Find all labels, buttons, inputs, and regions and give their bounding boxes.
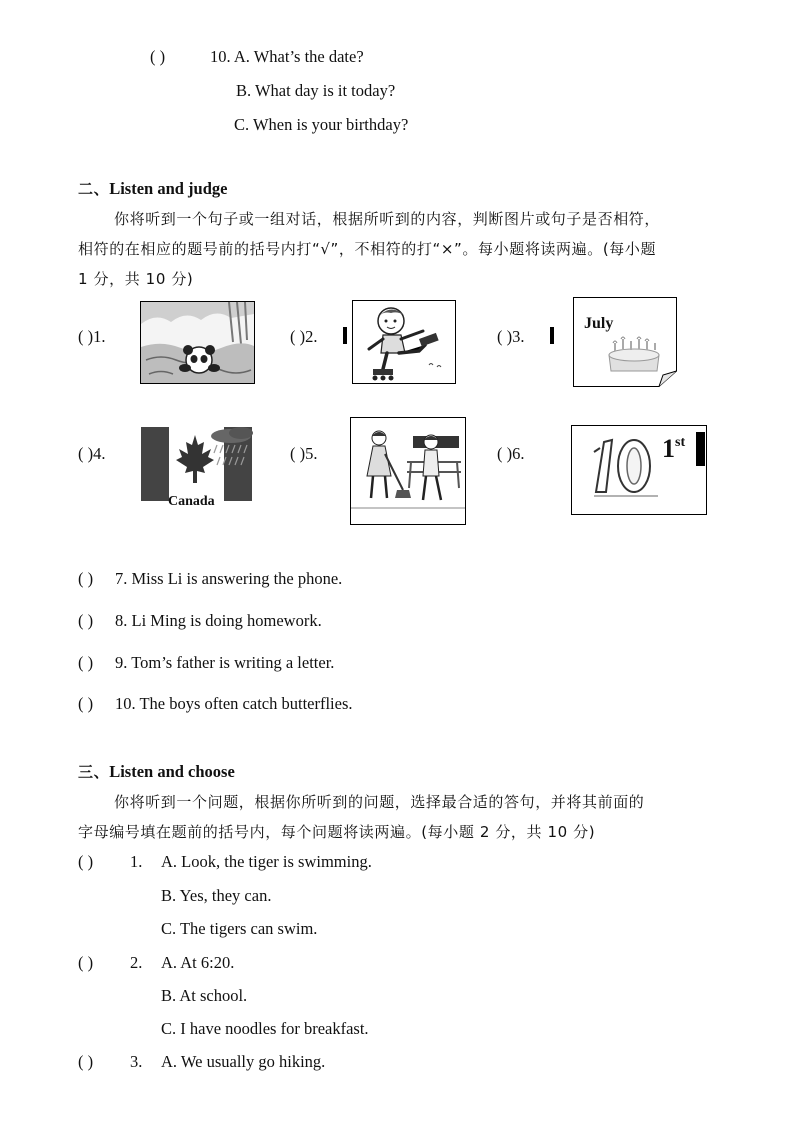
item-2-marker <box>343 327 347 344</box>
choose-question-1-option-c: C. The tigers can swim. <box>161 919 318 938</box>
picture-item-4-label[interactable]: ( )4. <box>78 444 106 463</box>
section-3-number: 三、 <box>78 763 110 781</box>
sentence-item-10-paren[interactable]: ( ) <box>78 694 94 713</box>
sentence-item-7-text: 7. Miss Li is answering the phone. <box>115 569 343 588</box>
sentence-item-8-text: 8. Li Ming is doing homework. <box>115 611 322 630</box>
question-10-stem: 10. A. What’s the date? <box>210 47 364 66</box>
picture-item-1-label[interactable]: ( )1. <box>78 327 106 346</box>
question-10-option-b: B. What day is it today? <box>236 81 396 100</box>
choose-question-3-paren[interactable]: ( ) <box>78 1052 94 1071</box>
picture-item-5-label[interactable]: ( )5. <box>290 444 318 463</box>
section-2-instructions-line-2: 相符的在相应的题号前的括号内打“√”，不相符的打“×”。每小题将读两遍。(每小题 <box>78 240 657 258</box>
choose-question-1-option-a: A. Look, the tiger is swimming. <box>161 852 372 871</box>
section-3-title: Listen and choose <box>109 762 235 781</box>
first-date-label <box>662 434 685 464</box>
choose-question-2-option-b: B. At school. <box>161 986 248 1005</box>
question-10-option-c: C. When is your birthday? <box>234 115 409 134</box>
section-2-title: Listen and judge <box>109 179 228 198</box>
picture-item-2-label[interactable]: ( )2. <box>290 327 318 346</box>
sentence-item-9-text: 9. Tom’s father is writing a letter. <box>115 653 335 672</box>
section-3-instructions-line-2: 字母编号填在题前的括号内，每个问题将读两遍。(每小题 2 分，共 10 分) <box>78 823 596 841</box>
section-2-instructions-line-3: 1 分，共 10 分) <box>78 270 194 288</box>
first-date-suffix: st <box>675 435 686 450</box>
sentence-item-9-paren[interactable]: ( ) <box>78 653 94 672</box>
sentence-item-10-text: 10. The boys often catch butterflies. <box>115 694 353 713</box>
picture-item-3-label[interactable]: ( )3. <box>497 327 525 346</box>
choose-question-1-paren[interactable]: ( ) <box>78 852 94 871</box>
first-date-number: 1 <box>662 434 675 463</box>
choose-question-2-option-c: C. I have noodles for breakfast. <box>161 1019 369 1038</box>
picture-item-6-label[interactable]: ( )6. <box>497 444 525 463</box>
choose-question-2-number: 2. <box>130 953 143 972</box>
boy-skating-picture <box>352 300 456 384</box>
sentence-item-7-paren[interactable]: ( ) <box>78 569 94 588</box>
section-2-number: 二、 <box>78 180 110 198</box>
july-birthday-cake-picture <box>573 297 677 387</box>
choose-question-3-number: 3. <box>130 1052 143 1071</box>
canada-label: Canada <box>168 494 215 509</box>
choose-question-1-option-b: B. Yes, they can. <box>161 886 272 905</box>
panda-swimming-picture <box>140 301 255 384</box>
choose-question-1-number: 1. <box>130 852 143 871</box>
choose-question-3-option-a: A. We usually go hiking. <box>161 1052 326 1071</box>
children-sweeping-picture <box>350 417 466 525</box>
sentence-item-8-paren[interactable]: ( ) <box>78 611 94 630</box>
choose-question-2-option-a: A. At 6:20. <box>161 953 235 972</box>
july-label: July <box>584 315 614 332</box>
canada-flag-picture <box>141 427 252 509</box>
item-3-marker <box>550 327 554 344</box>
section-2-heading <box>78 178 227 199</box>
section-3-heading <box>78 761 235 782</box>
date-first-picture <box>571 425 707 515</box>
choose-question-2-paren[interactable]: ( ) <box>78 953 94 972</box>
question-10-paren[interactable]: ( ) <box>150 47 166 66</box>
section-2-instructions-line-1: 你将听到一个句子或一组对话，根据所听到的内容，判断图片或句子是否相符， <box>114 210 661 228</box>
section-3-instructions-line-1: 你将听到一个问题，根据你所听到的问题，选择最合适的答句，并将其前面的 <box>114 793 645 811</box>
